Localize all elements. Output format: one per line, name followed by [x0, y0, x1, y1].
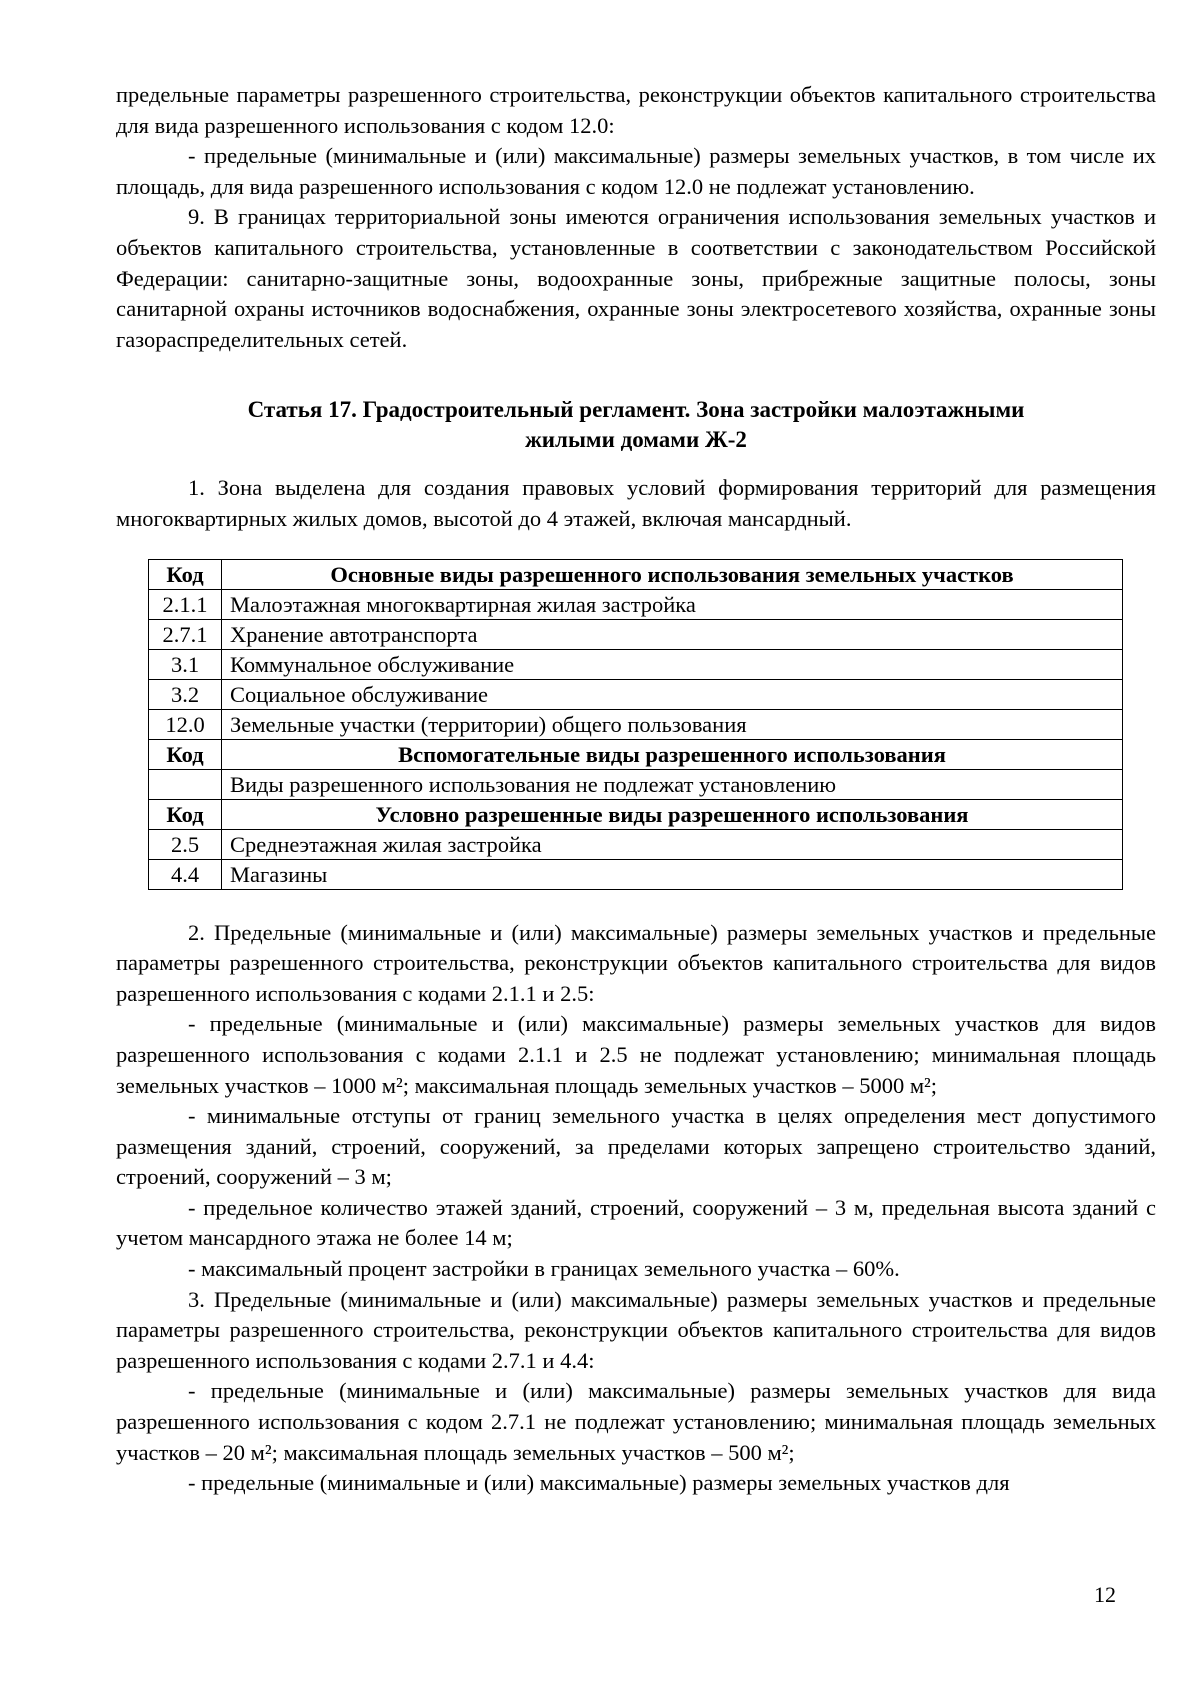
- body-paragraph-2: 2. Предельные (минимальные и (или) максимальные) размеры земельных участков и предельные параметры разрешенного строительства, реконструкции объектов капитального строительства для видов разрешенного использования с кодами 2.1.1 и 2.5:: [116, 919, 1156, 1006]
- table-row: [149, 619, 1123, 649]
- row-code: 2.7.1: [149, 619, 222, 649]
- body-paragraph-2d: - максимальный процент застройки в границах земельного участка – 60%.: [188, 1256, 900, 1282]
- row-code: 12.0: [149, 709, 222, 739]
- article-title-line-2: жилыми домами Ж-2: [525, 427, 747, 453]
- body-paragraph-3a: - предельные (минимальные и (или) максимальные) размеры земельных участков для вида разрешенного использования с кодом 2.7.1 не подлежат установлению; минимальная площадь земельных участков – 20 м²; максимальная площадь земельных участков – 500 м²;: [116, 1378, 1156, 1465]
- row-code: 4.4: [149, 859, 222, 889]
- table-row: [149, 859, 1123, 889]
- row-name: Коммунальное обслуживание: [222, 649, 1123, 679]
- conditional-uses-header: Условно разрешенные виды разрешенного использования: [222, 799, 1123, 829]
- code-header: Код: [149, 739, 222, 769]
- code-header: Код: [149, 799, 222, 829]
- intro-paragraph-3: 9. В границах территориальной зоны имеются ограничения использования земельных участков и объектов капитального строительства, установленные в соответствии с законодательством Российской Федерации: санитарно-защитные зоны, водоохранные зоны, прибрежные защитные полосы, зоны санитарной охраны источников водоснабжения, охранные зоны электросетевого хозяйства, охранные зоны газораспределительных сетей.: [116, 204, 1156, 352]
- auxiliary-uses-header: Вспомогательные виды разрешенного использования: [222, 739, 1123, 769]
- article-paragraph-1: 1. Зона выделена для создания правовых условий формирования территорий для размещения многоквартирных жилых домов, высотой до 4 этажей, включая мансардный.: [116, 475, 1156, 531]
- table-row: [149, 589, 1123, 619]
- row-code: 2.1.1: [149, 589, 222, 619]
- table-header-conditional: [149, 799, 1123, 829]
- table-header-auxiliary: [149, 739, 1123, 769]
- row-code: 3.1: [149, 649, 222, 679]
- row-name: Среднеэтажная жилая застройка: [222, 829, 1123, 859]
- row-name: Магазины: [222, 859, 1123, 889]
- article-title: [116, 395, 1156, 455]
- table-header-main: [149, 559, 1123, 589]
- row-name: Малоэтажная многоквартирная жилая застройка: [222, 589, 1123, 619]
- row-name: Социальное обслуживание: [222, 679, 1123, 709]
- intro-paragraph-1: предельные параметры разрешенного строительства, реконструкции объектов капитального строительства для вида разрешенного использования с кодом 12.0:: [116, 82, 1156, 138]
- body-paragraph-2b: - минимальные отступы от границ земельного участка в целях определения мест допустимого размещения зданий, строений, сооружений, за пределами которых запрещено строительство зданий, строений, сооружений – 3 м;: [116, 1103, 1156, 1190]
- body-paragraph-2a: - предельные (минимальные и (или) максимальные) размеры земельных участков для видов разрешенного использования с кодами 2.1.1 и 2.5 не подлежат установлению; минимальная площадь земельных участков – 1000 м²; максимальная площадь земельных участков – 5000 м²;: [116, 1011, 1156, 1098]
- row-name: Хранение автотранспорта: [222, 619, 1123, 649]
- body-paragraph-3b: - предельные (минимальные и (или) максимальные) размеры земельных участков для: [188, 1470, 1010, 1496]
- row-code: [149, 769, 222, 799]
- table-row: [149, 769, 1123, 799]
- table-row: [149, 649, 1123, 679]
- table-row: [149, 709, 1123, 739]
- row-code: 2.5: [149, 829, 222, 859]
- table-row: [149, 679, 1123, 709]
- body-paragraph-2c: - предельное количество этажей зданий, строений, сооружений – 3 м, предельная высота зданий с учетом мансардного этажа не более 14 м;: [116, 1194, 1156, 1251]
- row-name: Земельные участки (территории) общего пользования: [222, 709, 1123, 739]
- row-name: Виды разрешенного использования не подлежат установлению: [222, 769, 1123, 799]
- body-paragraph-3: 3. Предельные (минимальные и (или) максимальные) размеры земельных участков и предельные параметры разрешенного строительства, реконструкции объектов капитального строительства для видов разрешенного использования с кодами 2.7.1 и 4.4:: [116, 1286, 1156, 1373]
- row-code: 3.2: [149, 679, 222, 709]
- intro-paragraph-2: - предельные (минимальные и (или) максимальные) размеры земельных участков, в том числе их площадь, для вида разрешенного использования с кодом 12.0 не подлежат установлению.: [116, 143, 1156, 199]
- table-row: [149, 829, 1123, 859]
- page-number: 12: [1094, 1582, 1116, 1607]
- document-page: [116, 80, 1156, 1499]
- article-title-line-1: Статья 17. Градостроительный регламент. Зона застройки малоэтажными: [247, 397, 1025, 423]
- code-header: Код: [149, 559, 222, 589]
- main-uses-header: Основные виды разрешенного использования земельных участков: [222, 559, 1123, 589]
- land-use-table: [148, 559, 1123, 890]
